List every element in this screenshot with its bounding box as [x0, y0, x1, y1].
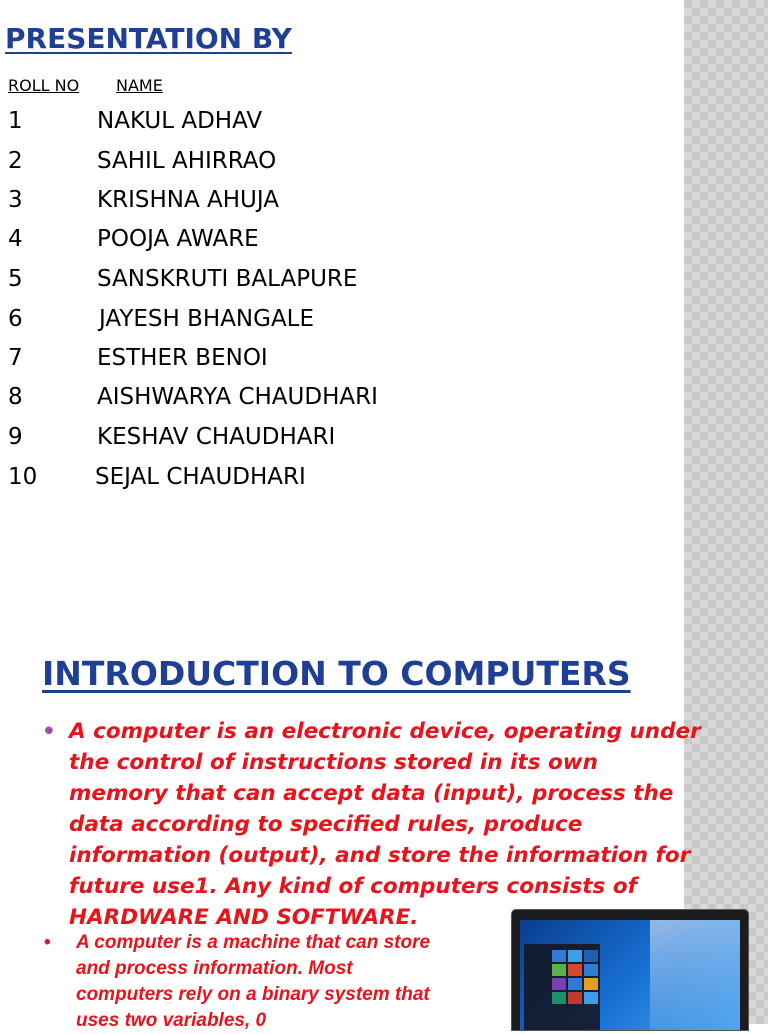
roll-number: 2: [8, 148, 23, 174]
start-menu-graphic: [524, 944, 600, 1030]
roll-no-header: ROLL NO: [8, 76, 80, 95]
bullet-dot: •: [42, 719, 56, 744]
member-row: [0, 187, 680, 223]
intro-bullet-2: [44, 930, 444, 1034]
tile: [568, 964, 582, 976]
member-name: KESHAV CHAUDHARI: [97, 424, 336, 450]
roll-number: 4: [8, 226, 23, 252]
member-name: ESTHER BENOI: [97, 345, 268, 371]
member-name: POOJA AWARE: [97, 226, 259, 252]
tile: [568, 950, 582, 962]
roll-number: 8: [8, 384, 23, 410]
roll-number: 3: [8, 187, 23, 213]
presentation-heading: PRESENTATION BY: [5, 22, 292, 55]
roll-number: 5: [8, 266, 23, 292]
light-beam: [650, 920, 740, 1030]
tile: [584, 992, 598, 1004]
tile: [552, 992, 566, 1004]
member-name: AISHWARYA CHAUDHARI: [97, 384, 378, 410]
tile: [552, 978, 566, 990]
intro-bullet-1-text: A computer is an electronic device, operating under the control of instructions stored in its own memory that can accept data (input), process the data according to specified rules, produce information (output), and store the information for future use1. Any kind of computers consists of HARDWARE AND SOFTWARE.: [69, 719, 701, 930]
member-row: [0, 424, 680, 460]
member-name: JAYESH BHANGALE: [99, 306, 315, 332]
tile: [552, 964, 566, 976]
member-row: [0, 345, 680, 381]
roll-number: 1: [8, 108, 23, 134]
monitor-screen: [520, 920, 740, 1030]
member-row: [0, 226, 680, 262]
name-header: NAME: [116, 76, 163, 95]
roll-number: 6: [8, 306, 23, 332]
roll-number: 7: [8, 345, 23, 371]
intro-bullet-2-text: A computer is a machine that can store and process information. Most computers rely on a binary system that uses two variables, 0: [76, 932, 431, 1031]
member-row: [0, 108, 680, 144]
tile: [584, 950, 598, 962]
tile: [568, 992, 582, 1004]
member-row: [0, 266, 680, 302]
roll-number: 9: [8, 424, 23, 450]
member-name: KRISHNA AHUJA: [97, 187, 279, 213]
tile: [568, 978, 582, 990]
tile: [584, 978, 598, 990]
bullet-dot: •: [44, 932, 51, 953]
tile: [552, 950, 566, 962]
member-row: [0, 306, 680, 342]
intro-bullet-1: [42, 716, 702, 933]
member-row: [0, 384, 680, 420]
tile: [584, 964, 598, 976]
member-name: SAHIL AHIRRAO: [97, 148, 277, 174]
roll-number: 10: [8, 464, 38, 490]
member-name: SANSKRUTI BALAPURE: [97, 266, 358, 292]
member-row: [0, 464, 680, 500]
member-row: [0, 148, 680, 184]
member-name: SEJAL CHAUDHARI: [95, 464, 306, 490]
introduction-heading: INTRODUCTION TO COMPUTERS: [42, 654, 631, 693]
member-name: NAKUL ADHAV: [97, 108, 263, 134]
computer-monitor-image: [512, 910, 748, 1030]
